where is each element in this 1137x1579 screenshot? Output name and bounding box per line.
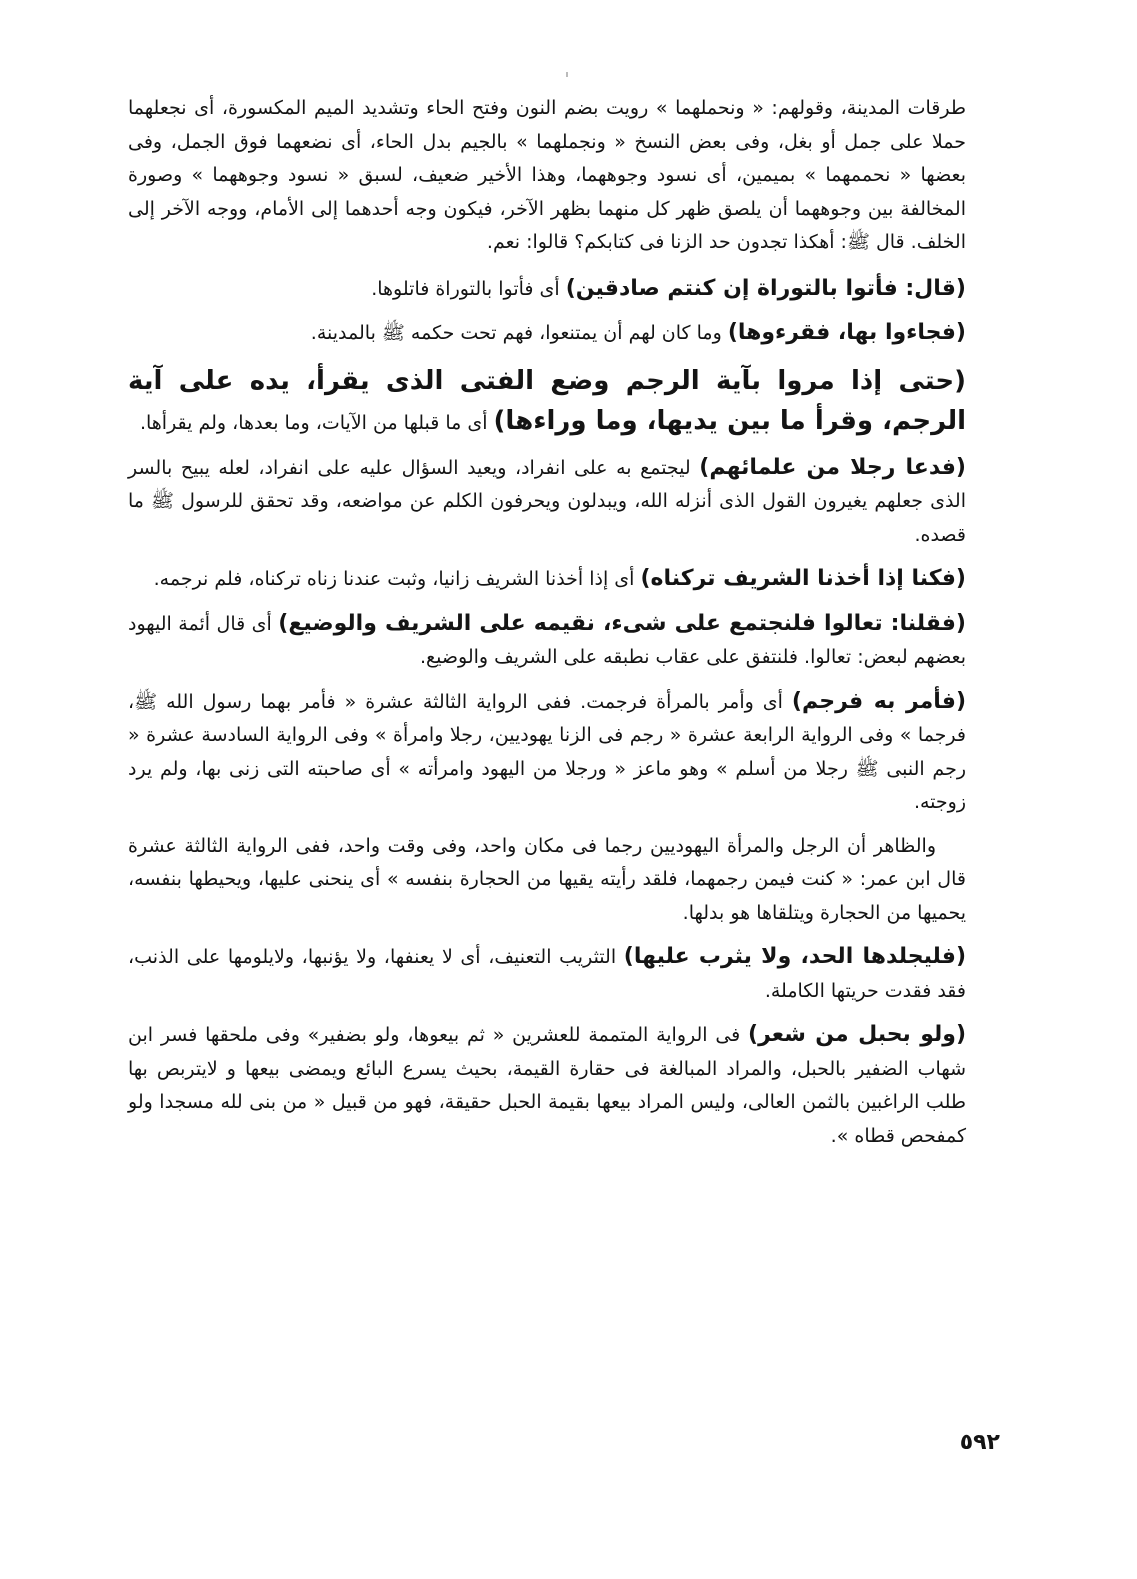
paragraph-3 [128,316,966,351]
paragraph-11-lead: (ولو بحبل من شعر) [748,1022,966,1047]
scan-mark [566,72,568,77]
paragraph-2 [128,272,966,307]
paragraph-8-text: أى وأمر بالمرأة فرجمت. ففى الرواية الثالثة عشرة « فأمر بهما رسول الله ﷺ، فرجما » وفى الرواية الرابعة عشرة « رجم فى الزنا يهوديين، رجلا وامرأة » وفى الرواية السادسة عشرة « رجم النبى ﷺ رجلا من أسلم » وهو ماعز « ورجلا من اليهود وامرأته » أى صاحبته التى زنى بها، ولم يرد زوجته. [128,690,966,813]
paragraph-7-lead: (فقلنا: تعالوا فلنجتمع على شىء، نقيمه على الشريف والوضيع) [278,610,966,636]
paragraph-3-text: وما كان لهم أن يمتنعوا، فهم تحت حكمه ﷺ بالمدينة. [310,322,728,344]
paragraph-2-lead: (قال: فأتوا بالتوراة إن كنتم صادقين) [565,275,966,301]
paragraph-6-lead: (فكنا إذا أخذنا الشريف تركناه) [640,566,966,591]
paragraph-11 [128,1018,966,1153]
paragraph-10-text: التثريب التعنيف، أى لا يعنفها، ولا يؤنبها، ولايلومها على الذنب، فقد فقدت حريتها الكاملة. [128,946,966,1002]
document-body [128,92,966,1163]
paragraph-11-text: فى الرواية المتممة للعشرين « ثم بيعوها، ولو بضفير» وفى ملحقها فسر ابن شهاب الضفير بالحبل، والمراد المبالغة فى حقارة القيمة، بحيث يسرع البائع ويمضى بيعها و لايتربص بها طلب الراغبين بالثمن العالى، وليس المراد بيعها بقيمة الحبل حقيقة، فهو من قبيل « من بنى لله مسجدا ولو كمفحص قطاه ». [128,1024,966,1147]
paragraph-8 [128,685,966,820]
paragraph-10 [128,940,966,1008]
paragraph-6-text: أى إذا أخذنا الشريف زانيا، وثبت عندنا زناه تركناه، فلم نرجمه. [153,568,641,590]
paragraph-1-text: طرقات المدينة، وقولهم: « ونحملهما » رويت بضم النون وفتح الحاء وتشديد الميم المكسورة، أى نجعلهما حملا على جمل أو بغل، وفى بعض النسخ « ونجملهما » بالجيم بدل الحاء، أى نضعهما فوق الجمل، وفى بعضها « نحممهما » بميمين، أى نسود وجوههما، وهذا الأخير ضعيف، لسبق « نسود وجوههما » وصورة المخالفة بين وجوههما أن يلصق ظهر كل منهما بظهر الآخر، فيكون وجه أحدهما إلى الأمام، ووجه الآخر إلى الخلف. قال ﷺ: أهكذا تجدون حد الزنا فى كتابكم؟ قالوا: نعم. [128,97,966,253]
paragraph-5 [128,451,966,553]
paragraph-4 [128,361,966,441]
paragraph-8-lead: (فأمر به فرجم) [791,688,967,714]
paragraph-9 [128,830,966,931]
paragraph-5-lead: (فدعا رجلا من علمائهم) [699,454,966,480]
page-number: ٥٩٢ [959,1430,1000,1455]
paragraph-6 [128,562,966,597]
paragraph-7-text: أى قال أئمة اليهود بعضهم لبعض: تعالوا. فلنتفق على عقاب نطبقه على الشريف والوضيع. [128,612,966,668]
paragraph-5-text: ليجتمع به على انفراد، ويعيد السؤال عليه على انفراد، لعله يبيح بالسر الذى جعلهم يغيرون القول الذى أنزله الله، ويبدلون ويحرفون الكلم عن مواضعه، وقد تحقق للرسول ﷺ ما قصده. [128,456,966,546]
paragraph-1 [128,92,966,260]
paragraph-4-lead: (حتى إذا مروا بآية الرجم وضع الفتى الذى يقرأ، يده على آية الرجم، وقرأ ما بين يديها، وما وراءها) [128,365,966,436]
paragraph-10-lead: (فليجلدها الحد، ولا يثرب عليها) [623,944,966,969]
paragraph-3-lead: (فجاءوا بها، فقرءوها) [727,320,966,345]
paragraph-4-text: أى ما قبلها من الآيات، وما بعدها، ولم يقرأها. [139,411,494,434]
paragraph-2-text: أى فأتوا بالتوراة فاتلوها. [371,277,566,300]
paragraph-7 [128,607,966,675]
paragraph-9-text: والظاهر أن الرجل والمرأة اليهوديين رجما فى مكان واحد، وفى وقت واحد، ففى الرواية الثالثة عشرة قال ابن عمر: « كنت فيمن رجمهما، فلقد رأيته يقيها من الحجارة بنفسه » أى ينحنى عليها، ويحيطها بنفسه، يحميها من الحجارة ويتلقاها هو بدلها. [128,834,966,924]
